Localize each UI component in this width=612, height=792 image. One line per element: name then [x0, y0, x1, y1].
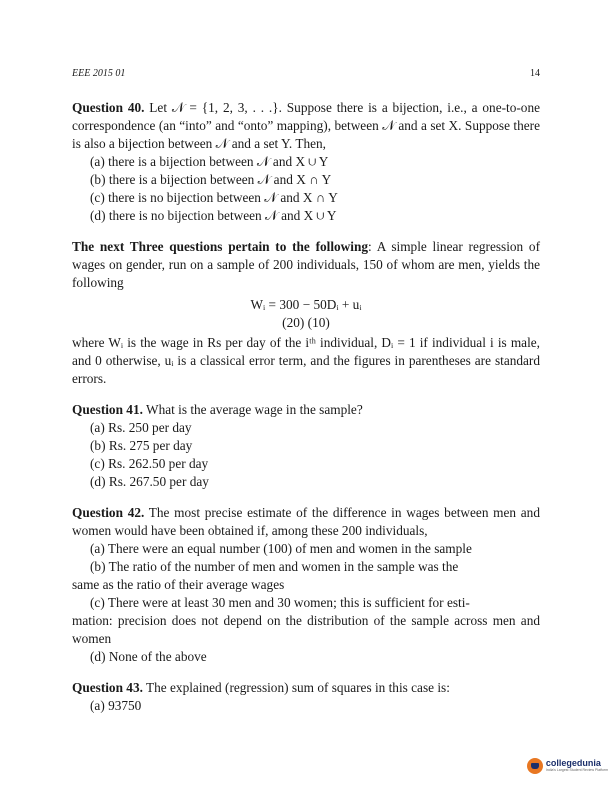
context-heading: The next Three questions pertain to the following — [72, 239, 369, 254]
question-41-heading: Question 41. — [72, 402, 143, 417]
question-42-text: The most precise estimate of the difference in wages between men and women would have been obtained if, among these 200 individuals, — [72, 505, 540, 538]
equation-explanation: where Wᵢ is the wage in Rs per day of the iᵗʰ individual, Dᵢ = 1 if individual i is male, and 0 otherwise, uᵢ is a classical error term, and the figures in parentheses are standard errors. — [72, 335, 540, 386]
question-43-option-a: (a) 93750 — [90, 698, 142, 713]
page-content — [72, 99, 540, 728]
question-43-heading: Question 43. — [72, 680, 143, 695]
equation-line: Wᵢ = 300 − 50Dᵢ + uᵢ — [250, 297, 362, 312]
question-43-stem — [72, 679, 540, 697]
question-42-option-b-continued: same as the ratio of their average wages — [72, 577, 285, 592]
question-42-stem — [72, 504, 540, 540]
logo-name: collegedunia — [545, 758, 601, 768]
question-40-option-b: (b) there is a bijection between 𝒩 and X ∩ Y — [90, 172, 332, 187]
question-42-option-c: (c) There were at least 30 men and 30 women; this is sufficient for esti- — [90, 595, 470, 610]
question-42-option-a: (a) There were an equal number (100) of men and women in the sample — [90, 541, 472, 556]
question-40-option-a: (a) there is a bijection between 𝒩 and X ∪ Y — [90, 154, 329, 169]
context-text: : A simple linear regression of wages on gender, run on a sample of 200 individuals, 150 of whom are men, yields the following — [72, 239, 541, 290]
question-42-option-b: (b) The ratio of the number of men and women in the sample was the — [90, 559, 459, 574]
shared-question-context — [72, 238, 540, 388]
question-41-option-c: (c) Rs. 262.50 per day — [90, 456, 209, 471]
running-header: EEE 2015 01 — [72, 68, 126, 79]
question-40-option-d: (d) there is no bijection between 𝒩 and X ∪ Y — [90, 208, 337, 223]
question-41-option-a: (a) Rs. 250 per day — [90, 420, 192, 435]
question-43-text: The explained (regression) sum of squares in this case is: — [142, 680, 450, 695]
page-number: 14 — [530, 68, 540, 79]
question-40-text: Let 𝒩 = {1, 2, 3, . . .}. Suppose there is a bijection, i.e., a one-to-one correspondence (an “into” and “onto” mapping), between 𝒩 and a set X. Suppose there is also a bijection between 𝒩 and a set Y. Then, — [72, 100, 540, 151]
question-42-option-d: (d) None of the above — [90, 649, 207, 664]
question-42 — [72, 504, 540, 666]
question-41-stem — [72, 401, 540, 419]
question-41-text: What is the average wage in the sample? — [142, 402, 363, 417]
logo-icon — [527, 758, 543, 774]
context-paragraph — [72, 238, 540, 292]
logo-tagline: India's Largest Student Review Platform — [545, 768, 608, 772]
regression-equation — [72, 296, 540, 332]
question-41-option-d: (d) Rs. 267.50 per day — [90, 474, 209, 489]
question-40-option-c: (c) there is no bijection between 𝒩 and X ∩ Y — [90, 190, 338, 205]
question-40 — [72, 99, 540, 225]
question-41 — [72, 401, 540, 491]
question-42-option-c-continued: mation: precision does not depend on the distribution of the sample across men and women — [72, 613, 540, 646]
question-42-heading: Question 42. — [72, 505, 145, 520]
question-41-option-b: (b) Rs. 275 per day — [90, 438, 193, 453]
question-40-stem — [72, 99, 540, 153]
collegedunia-logo — [527, 758, 608, 774]
standard-errors-line: (20) (10) — [282, 315, 330, 330]
question-40-heading: Question 40. — [72, 100, 145, 115]
question-43 — [72, 679, 540, 715]
